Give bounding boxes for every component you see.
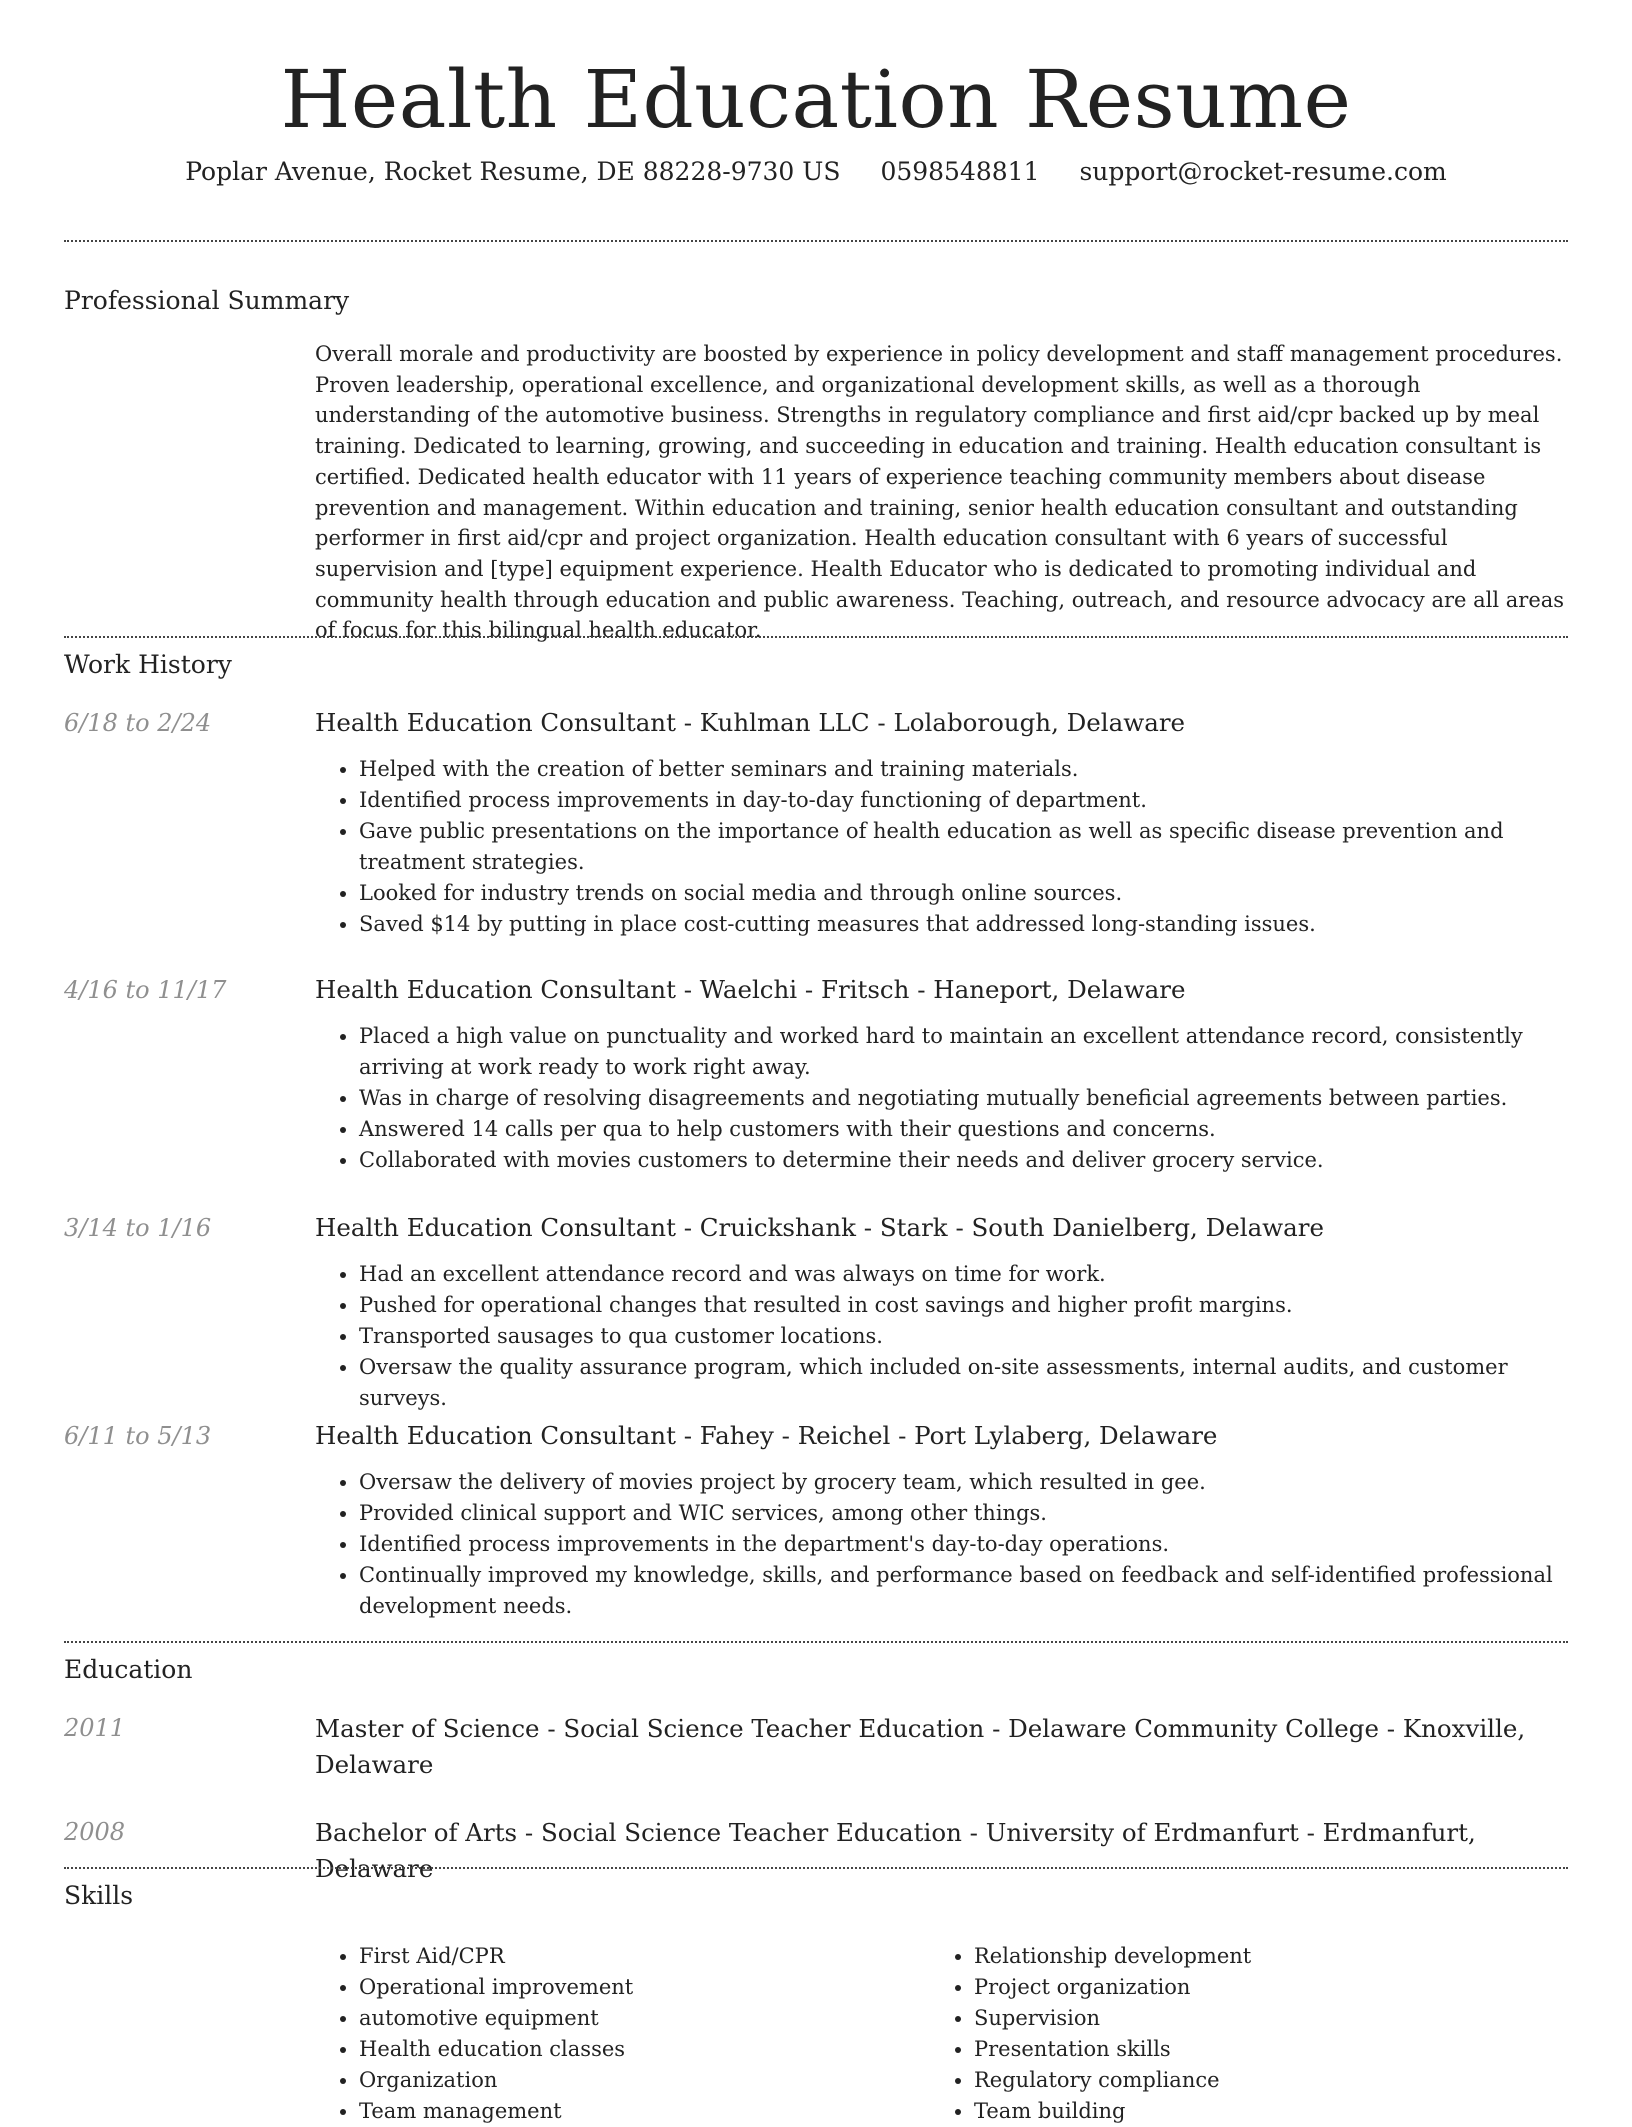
job-bullet: • Collaborated with movies customers to determine their needs and deliver grocery service.: [359, 1145, 1568, 1176]
education-degree: Bachelor of Arts - Social Science Teacher Education - University of Erdmanfurt - Erdmanfurt, Delaware: [315, 1818, 1476, 1883]
skill-item: • First Aid/CPR: [359, 1941, 929, 1972]
summary-section: [64, 284, 1568, 643]
job-bullet: • Oversaw the delivery of movies project by grocery team, which resulted in gee.: [359, 1467, 1568, 1498]
education-section: [64, 1653, 1568, 1883]
job-bullet: • Helped with the creation of better seminars and training materials.: [359, 754, 1568, 785]
skill-item: • Operational improvement: [359, 1972, 929, 2003]
job-bullet: • Provided clinical support and WIC services, among other things.: [359, 1498, 1568, 1529]
work-history-heading: Work History: [64, 650, 232, 679]
skill-item: • Supervision: [974, 2003, 1594, 2034]
job-bullet: • Identified process improvements in the department's day-to-day operations.: [359, 1529, 1568, 1560]
skills-section: [64, 1879, 1568, 2123]
contact-line: [0, 155, 1632, 189]
summary-heading: Professional Summary: [64, 286, 350, 315]
job-bullet: • Answered 14 calls per qua to help customers with their questions and concerns.: [359, 1114, 1568, 1145]
education-degree: Master of Science - Social Science Teacher Education - Delaware Community College - Knoxville, Delaware: [315, 1714, 1526, 1779]
divider: [64, 240, 1568, 242]
contact-address: Poplar Avenue, Rocket Resume, DE 88228-9730 US: [185, 157, 841, 186]
job-bullet: • Continually improved my knowledge, skills, and performance based on feedback and self-identified professional development needs.: [359, 1560, 1568, 1622]
job-title: Health Education Consultant - Cruickshank - Stark - South Danielberg, Delaware: [315, 1213, 1324, 1242]
job-bullet: • Pushed for operational changes that resulted in cost savings and higher profit margins.: [359, 1290, 1568, 1321]
divider: [64, 1867, 1568, 1869]
job-bullet: • Saved $14 by putting in place cost-cutting measures that addressed long-standing issues.: [359, 909, 1568, 940]
job-title: Health Education Consultant - Fahey - Reichel - Port Lylaberg, Delaware: [315, 1421, 1218, 1450]
job-title: Health Education Consultant - Kuhlman LLC - Lolaborough, Delaware: [315, 708, 1186, 737]
skill-item: • Organization: [359, 2065, 929, 2096]
skill-item: • Presentation skills: [974, 2034, 1594, 2065]
skills-heading: Skills: [64, 1881, 134, 1910]
work-history-section: [64, 648, 1568, 1638]
skill-item: • Relationship development: [974, 1941, 1594, 1972]
skill-item: • Team building: [974, 2096, 1594, 2127]
job-bullets: [315, 1467, 1568, 1622]
job-dates: 6/11 to 5/13: [64, 1422, 212, 1450]
education-year: 2008: [64, 1818, 126, 1846]
contact-email: support@rocket-resume.com: [1079, 157, 1447, 186]
job-dates: 6/18 to 2/24: [64, 709, 212, 737]
education-year: 2011: [64, 1714, 126, 1742]
resume-name: Health Education Resume: [280, 53, 1352, 146]
job-bullets: [315, 754, 1568, 940]
job-bullet: • Looked for industry trends on social media and through online sources.: [359, 878, 1568, 909]
skills-list-left: [315, 1941, 929, 2127]
job-bullet: • Gave public presentations on the importance of health education as well as specific disease prevention and treatment strategies.: [359, 816, 1568, 878]
skill-item: • Team management: [359, 2096, 929, 2127]
contact-phone: 0598548811: [880, 157, 1040, 186]
job-bullet: • Was in charge of resolving disagreements and negotiating mutually beneficial agreements between parties.: [359, 1083, 1568, 1114]
job-dates: 4/16 to 11/17: [64, 976, 227, 1004]
job-title: Health Education Consultant - Waelchi - Fritsch - Haneport, Delaware: [315, 975, 1186, 1004]
job-bullets: [315, 1021, 1568, 1176]
divider: [64, 636, 1568, 638]
education-heading: Education: [64, 1655, 193, 1684]
skill-item: • Regulatory compliance: [974, 2065, 1594, 2096]
summary-text: Overall morale and productivity are boosted by experience in policy development and staff management procedures. Proven leadership, operational excellence, and organizational development skills, as well as a thorough understanding of the automotive business. Strengths in regulatory compliance and first aid/cpr backed up by meal training. Dedicated to learning, growing, and succeeding in education and training. Health education consultant is certified. Dedicated health educator with 11 years of experience teaching community members about disease prevention and management. Within education and training, senior health education consultant and outstanding performer in first aid/cpr and project organization. Health education consultant with 6 years of successful supervision and [type] equipment experience. Health Educator who is dedicated to promoting individual and community health through education and public awareness. Teaching, outreach, and resource advocacy are all areas of focus for this bilingual health educator.: [315, 342, 1565, 643]
divider: [64, 1641, 1568, 1643]
skill-item: • Project organization: [974, 1972, 1594, 2003]
job-bullet: • Transported sausages to qua customer locations.: [359, 1321, 1568, 1352]
job-bullet: • Identified process improvements in day-to-day functioning of department.: [359, 785, 1568, 816]
job-bullets: [315, 1259, 1568, 1414]
job-bullet: • Oversaw the quality assurance program, which included on-site assessments, internal audits, and customer surveys.: [359, 1352, 1568, 1414]
job-bullet: • Had an excellent attendance record and was always on time for work.: [359, 1259, 1568, 1290]
job-dates: 3/14 to 1/16: [64, 1214, 212, 1242]
job-bullet: • Placed a high value on punctuality and worked hard to maintain an excellent attendance record, consistently arriving at work ready to work right away.: [359, 1021, 1568, 1083]
skill-item: • automotive equipment: [359, 2003, 929, 2034]
skills-list-right: [930, 1941, 1594, 2127]
skill-item: • Health education classes: [359, 2034, 929, 2065]
